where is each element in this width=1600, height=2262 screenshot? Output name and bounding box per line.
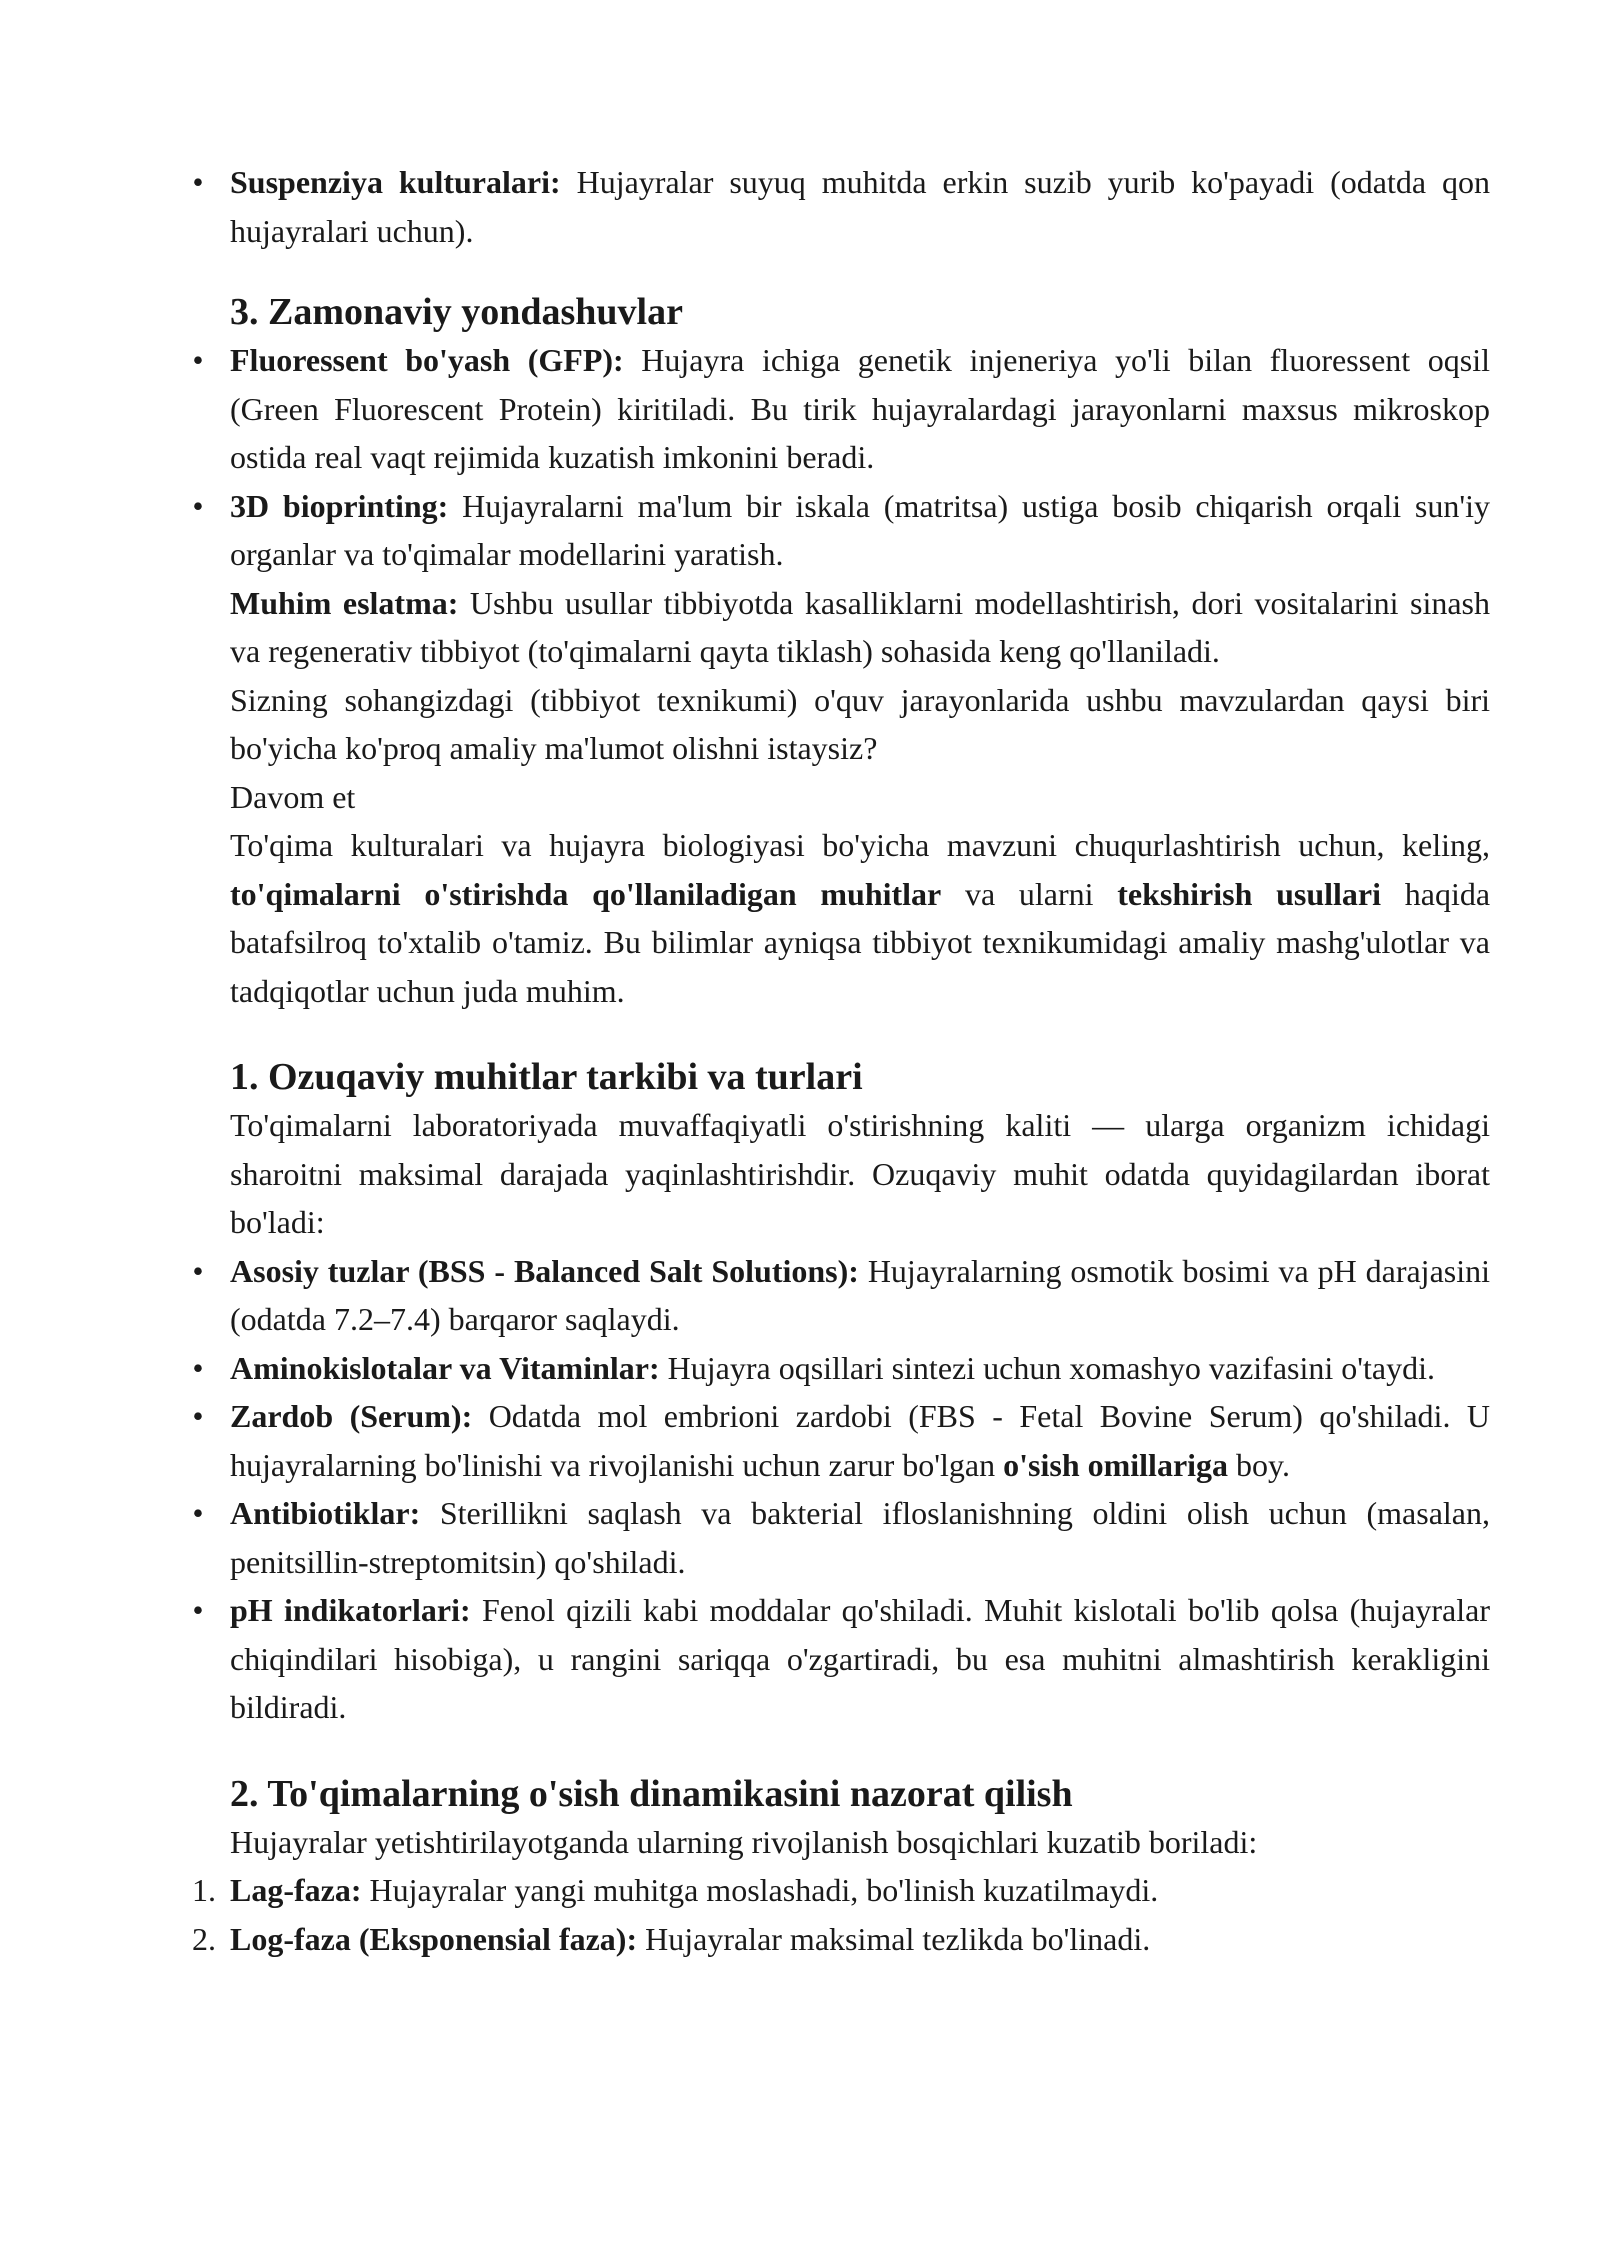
intro-text: To'qima kulturalari va hujayra biologiyasi bo'yicha mavzuni chuqurlashtirish uchun, keling, xyxy=(230,827,1490,863)
bullet-marker: • xyxy=(192,1252,204,1289)
item-text: boy. xyxy=(1228,1446,1290,1483)
note-paragraph xyxy=(230,579,1490,676)
list-item xyxy=(192,1586,1491,1732)
item-term: Log-faza (Eksponensial faza): xyxy=(230,1920,638,1957)
item-term: Lag-faza: xyxy=(230,1872,362,1908)
section-intro: Hujayralar yetishtirilayotganda ularning rivojlanish bosqichlari kuzatib boriladi: xyxy=(230,1823,1258,1860)
list-item xyxy=(192,482,1490,579)
item-term: 3D bioprinting: xyxy=(230,487,449,524)
bullet-marker: • xyxy=(192,164,204,200)
section-intro: To'qimalarni laboratoriyada muvaffaqiyatli o'stirishning kaliti — ularga organizm ichidagi sharoitni maksimal darajada yaqinlashtirishdir. Ozuqaviy muhit odatda quyidagilardan iborat bo'ladi: xyxy=(230,1107,1490,1240)
list-item xyxy=(192,336,1490,482)
item-term: Fluoressent bo'yash (GFP): xyxy=(230,342,624,378)
item-text: Sterillikni saqlash va bakterial ifloslanishning oldini olish uchun (masalan, penitsillin-streptomitsin) qo'shiladi. xyxy=(230,1495,1490,1580)
section-heading: 1. Ozuqaviy muhitlar tarkibi va turlari xyxy=(230,1056,863,1098)
item-term: Antibiotiklar: xyxy=(230,1495,421,1531)
continue-prompt: Davom et xyxy=(230,778,356,815)
section-heading: 2. To'qimalarning o'sish dinamikasini nazorat qilish xyxy=(230,1772,1073,1815)
item-term: Asosiy tuzlar (BSS - Balanced Salt Solutions): xyxy=(230,1252,859,1289)
bullet-marker: • xyxy=(192,487,204,524)
note-label: Muhim eslatma: xyxy=(230,584,459,621)
bullet-marker: • xyxy=(192,1495,204,1531)
question-paragraph: Sizning sohangizdagi (tibbiyot texnikumi) o'quv jarayonlarida ushbu mavzulardan qaysi biri bo'yicha ko'proq amaliy ma'lumot olishni istaysiz? xyxy=(230,681,1490,766)
item-text: Hujayralar suyuq muhitda erkin suzib yurib ko'payadi (odatda qon hujayralari uchun). xyxy=(230,164,1491,249)
item-text: Fenol qizili kabi moddalar qo'shiladi. Muhit kislotali bo'lib qolsa (hujayralar chiqindilari hisobiga), u rangini sariqqa o'zgartiradi, bu esa muhitni almashtirish kerakligini bildiradi. xyxy=(230,1592,1491,1725)
intro-text: haqida batafsilroq to'xtalib o'tamiz. Bu bilimlar ayniqsa tibbiyot texnikumidagi amaliy mashg'ulotlar va tadqiqotlar uchun juda muhim. xyxy=(230,875,1491,1009)
item-term: Aminokislotalar va Vitaminlar: xyxy=(230,1349,660,1386)
item-text: Hujayralar maksimal tezlikda bo'linadi. xyxy=(637,1920,1151,1957)
item-emphasis: o'sish omillariga xyxy=(1003,1446,1229,1483)
item-text: Hujayra oqsillari sintezi uchun xomashyo vazifasini o'taydi. xyxy=(659,1349,1435,1386)
list-item xyxy=(192,1247,1490,1344)
item-term: Zardob (Serum): xyxy=(230,1398,473,1434)
item-term: Suspenziya kulturalari: xyxy=(230,164,561,200)
bullet-marker: • xyxy=(192,1349,204,1386)
item-text: Hujayralar yangi muhitga moslashadi, bo'linish kuzatilmaydi. xyxy=(361,1872,1159,1908)
document-body xyxy=(192,158,1491,1963)
item-text: Hujayralarning osmotik bosimi va pH darajasini (odatda 7.2–7.4) barqaror saqlaydi. xyxy=(230,1252,1490,1337)
list-item xyxy=(192,1866,1490,1915)
item-text: Hujayra ichiga genetik injeneriya yo'li bilan fluoressent oqsil (Green Fluorescent Protein) kiritiladi. Bu tirik hujayralardagi jarayonlarni maxsus mikroskop ostida real vaqt rejimida kuzatish imkonini beradi. xyxy=(230,342,1490,475)
list-item xyxy=(192,1489,1490,1586)
item-term: pH indikatorlari: xyxy=(230,1592,471,1628)
intro-emphasis: to'qimalarni o'stirishda qo'llaniladigan muhitlar xyxy=(230,875,942,912)
intro-emphasis: tekshirish usullari xyxy=(1117,875,1382,912)
item-text: Odatda mol embrioni zardobi (FBS - Fetal Bovine Serum) qo'shiladi. U hujayralarning bo'linishi va rivojlanishi uchun zarur bo'lgan xyxy=(230,1398,1491,1483)
intro-paragraph xyxy=(230,821,1490,1015)
bullet-marker: • xyxy=(192,1592,204,1628)
bullet-marker: • xyxy=(192,342,204,378)
bullet-marker: • xyxy=(192,1398,204,1434)
list-item xyxy=(192,1392,1491,1489)
number-marker: 1. xyxy=(192,1872,216,1908)
list-item xyxy=(192,158,1491,255)
intro-text: va ularni xyxy=(941,875,1118,912)
list-item xyxy=(192,1915,1490,1964)
section-heading: 3. Zamonaviy yondashuvlar xyxy=(230,291,683,333)
note-text: Ushbu usullar tibbiyotda kasalliklarni modellashtirish, dori vositalarini sinash va regenerativ tibbiyot (to'qimalarni qayta tiklash) sohasida keng qo'llaniladi. xyxy=(230,584,1491,669)
list-item xyxy=(192,1344,1490,1393)
item-text: Hujayralarni ma'lum bir iskala (matritsa) ustiga bosib chiqarish orqali sun'iy organlar va to'qimalar modellarini yaratish. xyxy=(230,487,1490,572)
number-marker: 2. xyxy=(192,1920,216,1957)
